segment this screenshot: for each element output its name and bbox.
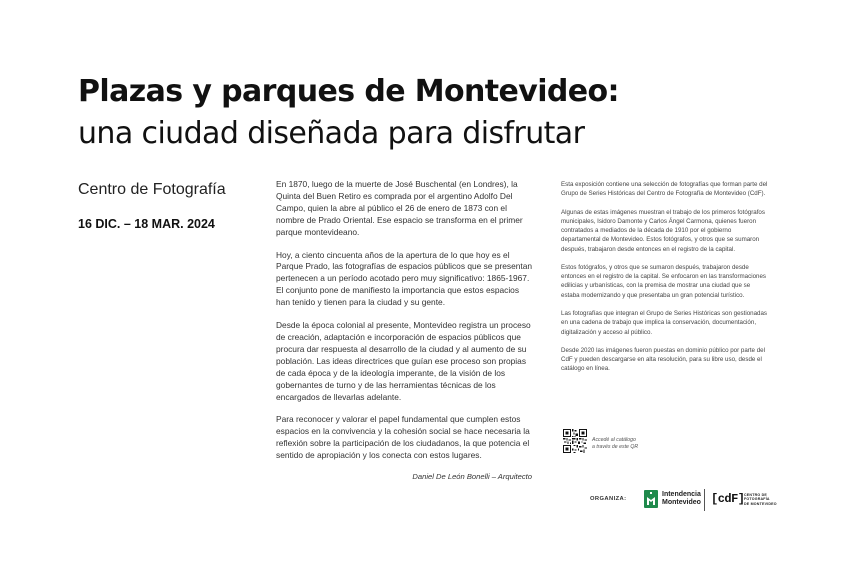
organizer-label: ORGANIZA:: [590, 496, 627, 502]
qr-code-icon[interactable]: [563, 429, 587, 453]
exhibition-dates: 16 DIC. – 18 MAR. 2024: [78, 217, 215, 231]
main-paragraph: Hoy, a ciento cincuenta años de la apertura de lo que hoy es el Parque Prado, las fotografías de espacios públicos que se presentan pertenecen a un período acotado pero muy significativo: 1865-1967. El conjunto pone de manifiesto la importancia que estos espacios han tenido y tienen para la ciudad y su gente.: [276, 249, 533, 308]
cdf-line: DE MONTEVIDEO: [744, 501, 777, 506]
author-signature: Daniel De León Bonelli – Arquitecto: [412, 472, 532, 481]
qr-caption-line: a través de este QR: [592, 444, 639, 451]
main-text-column: [276, 179, 534, 473]
venue-name: Centro de Fotografía: [78, 181, 226, 198]
side-paragraph: Estos fotógrafos, y otros que se sumaron después, trabajaron desde entonces en el registro de la capital. Se enfocaron en las transformaciones edilicias y urbanísticas, con la premisa de mostrar una ciudad que se estaba modernizando y que presentaba un gran potencial turístico.: [561, 264, 766, 299]
cdf-logo: [cdF]: [711, 492, 745, 506]
side-paragraph: Desde 2020 las imágenes fueron puestas en dominio público por parte del CdF y pueden descargarse en alta resolución, para su libre uso, desde el catálogo en línea.: [561, 347, 765, 373]
intendencia-name: [662, 491, 701, 508]
logo-divider: [704, 489, 705, 511]
main-paragraph: Desde la época colonial al presente, Montevideo registra un proceso de creación, adaptación e incorporación de espacios públicos que procura dar respuesta al desarrollo de la ciudad y al aumento de su población. Las ideas directrices que guían ese proceso son propias de cada época y de la ideología imperante, de la visión de los gobernantes de turno y de las herramientas técnicas de los encargados de llevarlas adelante.: [276, 320, 531, 402]
cdf-line: FOTOGRAFÍA: [744, 497, 770, 502]
intendencia-line: Intendencia: [662, 491, 701, 498]
side-paragraph: Las fotografías que integran el Grupo de Series Históricas son gestionadas en una cadena de trabajo que implica la conservación, documentación, digitalización y acceso al público.: [561, 310, 768, 336]
page-subtitle: una ciudad diseñada para disfrutar: [78, 116, 585, 151]
main-paragraph: En 1870, luego de la muerte de José Buschental (en Londres), la Quinta del Buen Retiro es comprada por el argentino Adolfo Del Campo, quien la abre al público el 26 de enero de 1873 con el nombre de Prado Oriental. Ese espacio se transforma en el primer parque montevideano.: [276, 179, 523, 237]
cdf-name: [744, 493, 777, 506]
page-title: Plazas y parques de Montevideo:: [78, 74, 619, 109]
side-paragraph: Algunas de estas imágenes muestran el trabajo de los primeros fotógrafos municipales, Isidoro Damonte y Carlos Ángel Carmona, quienes fueron contratados a mediados de la década de 1910 por el gobierno departamental de Montevideo. Estos fotógrafos, y otros que se sumaron después, trabajaron desde entonces en el registro de la capital.: [561, 208, 765, 253]
cdf-line: CENTRO DE: [744, 493, 767, 497]
side-paragraph: Esta exposición contiene una selección de fotografías que forman parte del Grupo de Series Históricas del Centro de Fotografía de Montevideo (CdF).: [561, 181, 768, 198]
side-text-column: [561, 180, 769, 383]
qr-caption: [592, 437, 662, 451]
qr-caption-line: Accedé al catálogo: [592, 437, 636, 443]
main-paragraph: Para reconocer y valorar el papel fundamental que cumplen estos espacios en la convivencia y la cohesión social se hace necesaria la reflexión sobre la participación de los ciudadanos, la que potencia el sentido de apropiación y los conecta con estos lugares.: [276, 414, 530, 461]
intendencia-line: Montevideo: [662, 499, 701, 507]
intendencia-logo-icon: [644, 490, 658, 508]
